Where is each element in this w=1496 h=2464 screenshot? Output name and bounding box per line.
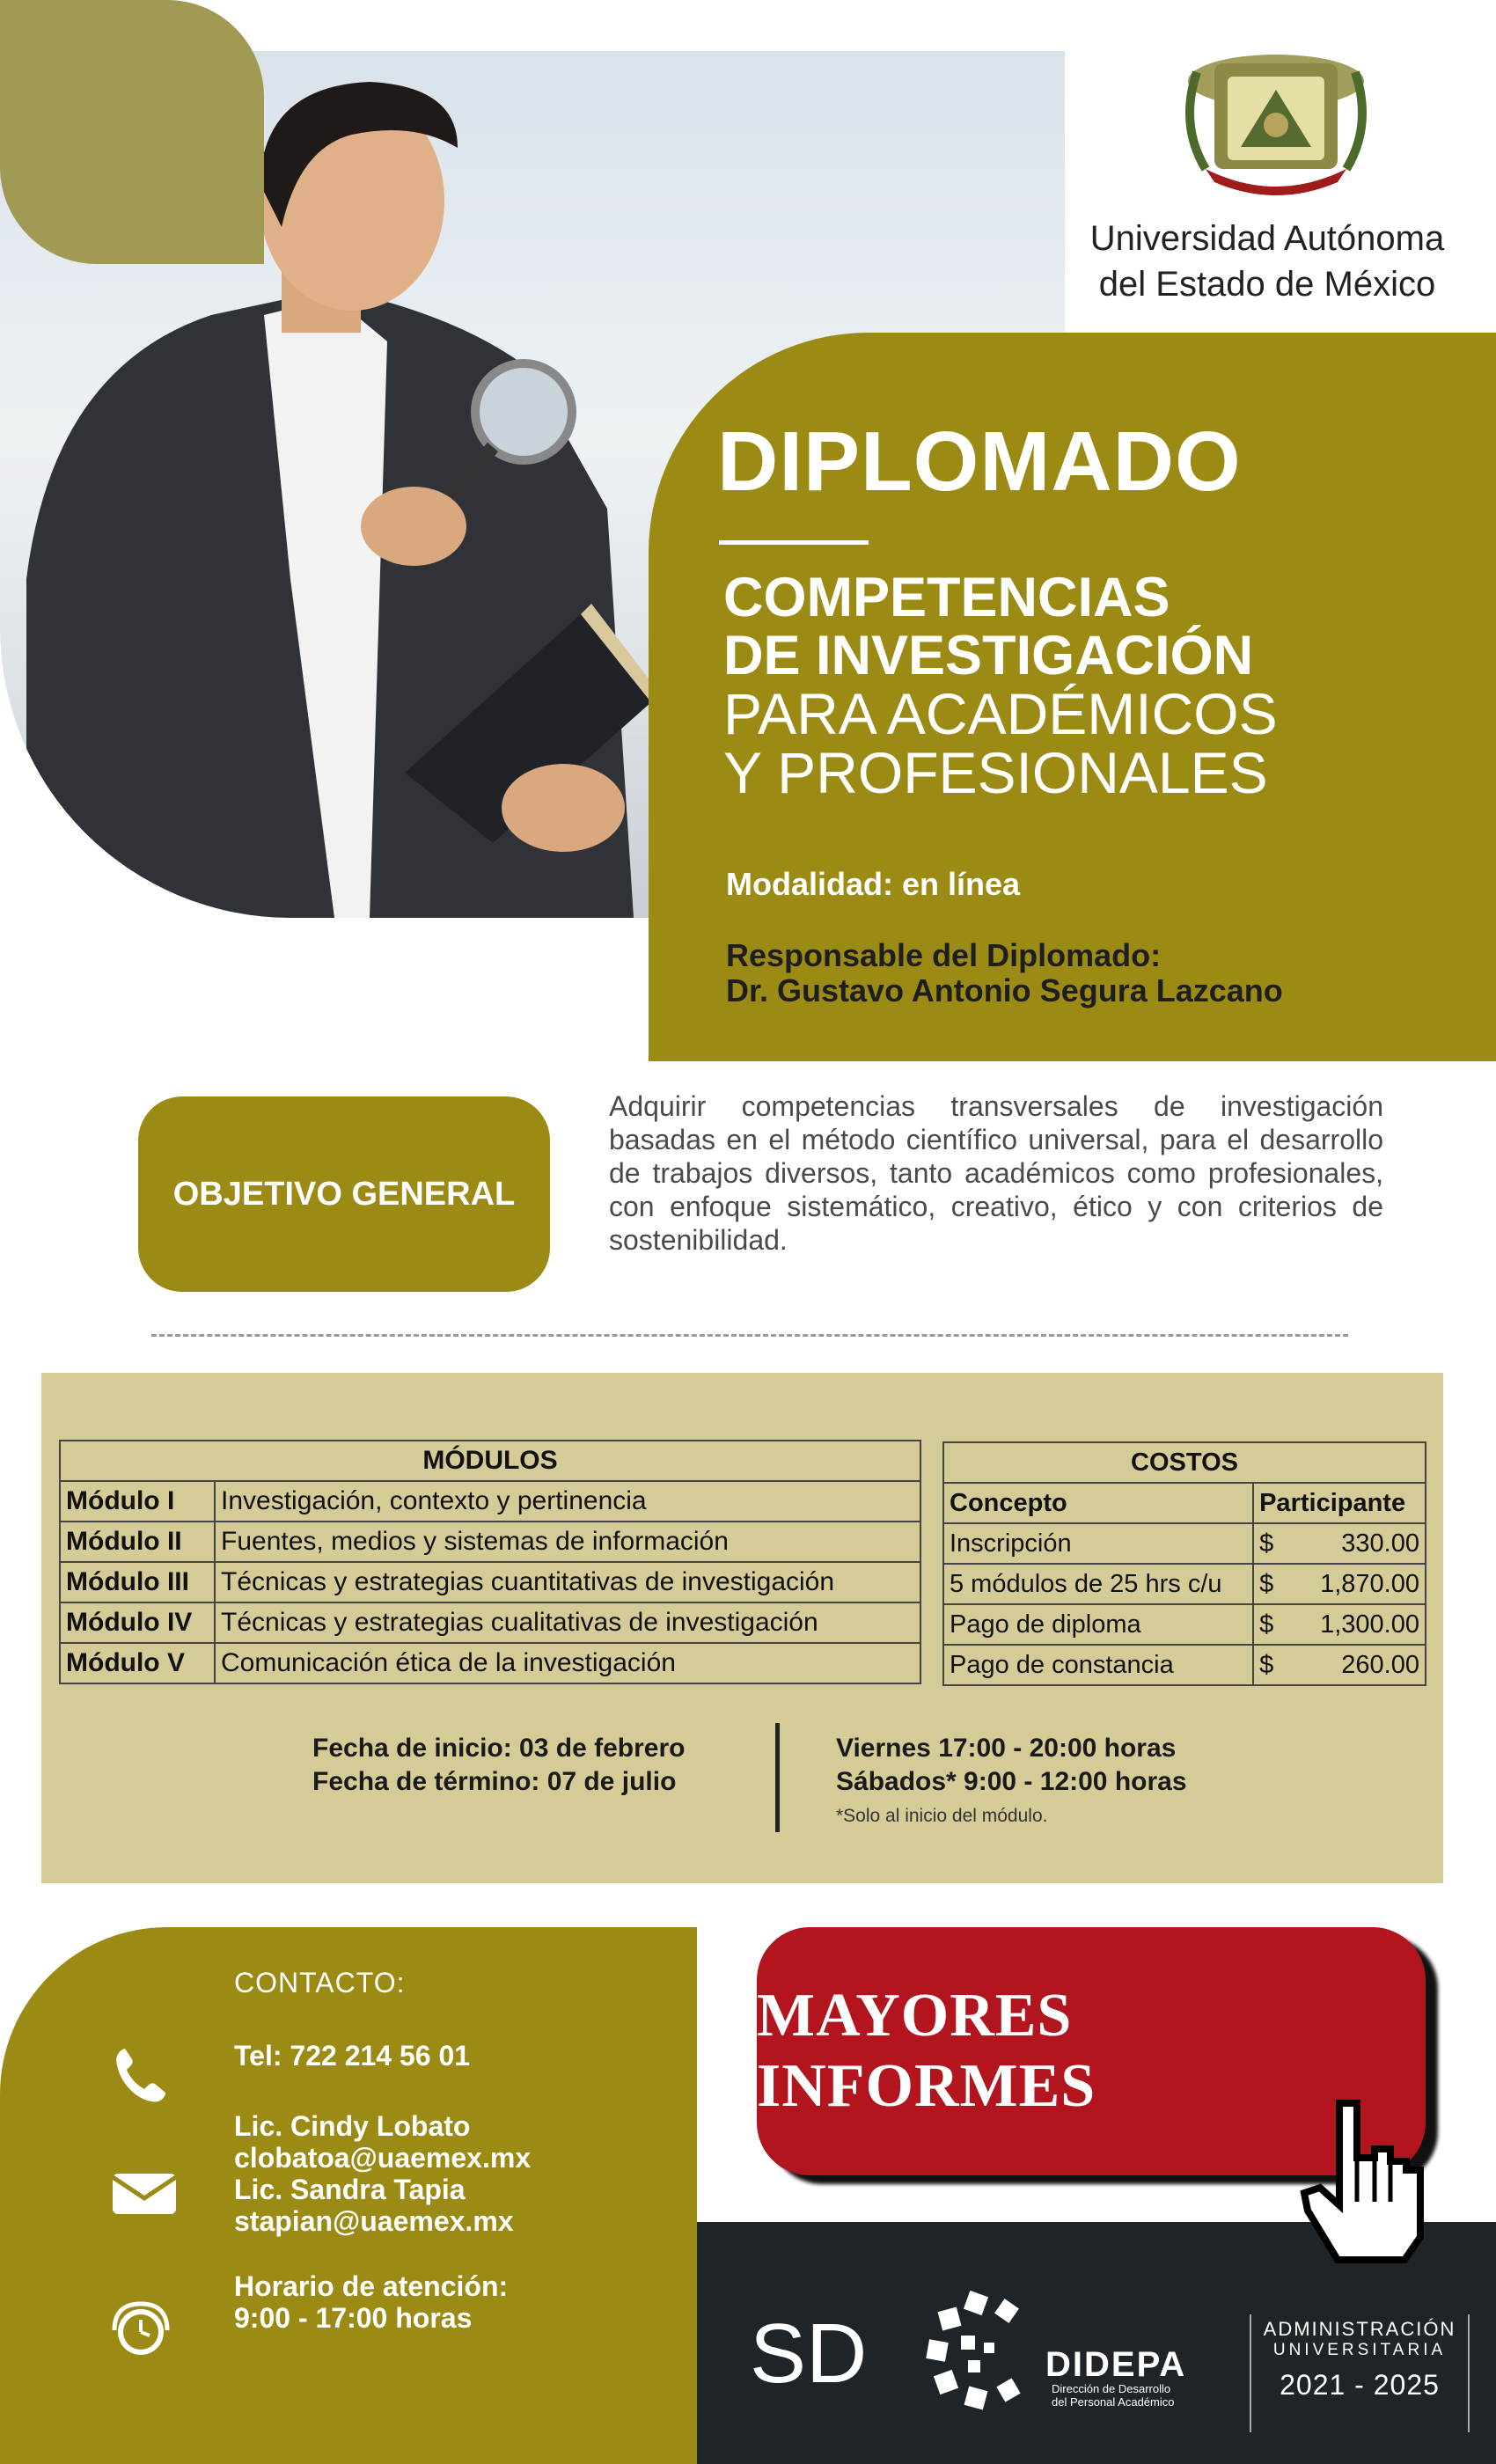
program-title-line2: DE INVESTIGACIÓN: [723, 625, 1254, 686]
module-key: Módulo II: [60, 1522, 215, 1562]
university-name-line1: Universidad Autónoma: [1089, 219, 1445, 258]
administration-line1: ADMINISTRACIÓN: [1263, 2318, 1456, 2340]
didepa-subtitle-line1: Dirección de Desarrollo: [1052, 2382, 1171, 2395]
module-key: Módulo III: [60, 1562, 215, 1602]
cost-amount: [1253, 1564, 1426, 1604]
end-date: Fecha de término: 07 de julio: [312, 1767, 677, 1796]
email-link-1[interactable]: clobatoa@uaemex.mx: [234, 2142, 532, 2174]
program-title-line4: Y PROFESIONALES: [723, 740, 1268, 805]
headset-clock-icon: [106, 2295, 176, 2365]
currency-symbol: $: [1259, 1650, 1274, 1679]
cost-amount: [1253, 1523, 1426, 1564]
cost-concept: Pago de diploma: [943, 1604, 1253, 1645]
module-name: Investigación, contexto y pertinencia: [215, 1481, 920, 1522]
sd-logo: SD: [750, 2306, 868, 2401]
office-hours-label: Horario de atención:: [234, 2270, 509, 2302]
currency-symbol: $: [1259, 1569, 1274, 1598]
table-row: [943, 1604, 1426, 1645]
contact-panel: [0, 1927, 697, 2464]
contact-people: [234, 2110, 531, 2237]
envelope-icon: [109, 2158, 180, 2228]
email-link-2[interactable]: stapian@uaemex.mx: [234, 2205, 514, 2237]
administration-years: 2021 - 2025: [1280, 2369, 1440, 2401]
table-row: [60, 1602, 920, 1643]
module-key: Módulo IV: [60, 1602, 215, 1643]
university-name: [1038, 216, 1496, 307]
modules-table: [59, 1440, 921, 1684]
didepa-subtitle: [1052, 2382, 1174, 2409]
title-divider: [719, 540, 869, 545]
amount-value: 1,300.00: [1320, 1610, 1419, 1639]
cost-concept: 5 módulos de 25 hrs c/u: [943, 1564, 1253, 1604]
more-info-button[interactable]: MAYORES INFORMES: [757, 1927, 1426, 2175]
contact-person-2: Lic. Sandra Tapia: [234, 2174, 466, 2205]
didepa-subtitle-line2: del Personal Académico: [1052, 2395, 1175, 2409]
hours-note: *Solo al inicio del módulo.: [836, 1806, 1048, 1826]
phone-link[interactable]: Tel: 722 214 56 01: [234, 2040, 471, 2072]
amount-value: 330.00: [1341, 1529, 1419, 1558]
table-row: [60, 1562, 920, 1602]
amount-value: 1,870.00: [1320, 1569, 1419, 1598]
office-hours: [234, 2270, 508, 2334]
friday-hours: Viernes 17:00 - 20:00 horas: [836, 1734, 1177, 1763]
column-concept: Concepto: [943, 1483, 1253, 1523]
module-key: Módulo I: [60, 1481, 215, 1522]
modules-costs-section: [41, 1373, 1443, 1883]
university-coat-of-arms-logo: [1179, 37, 1373, 204]
amount-value: 260.00: [1341, 1650, 1419, 1679]
responsible-label: Responsable del Diplomado:: [726, 937, 1162, 973]
administration-line2: UNIVERSITARIA: [1272, 2341, 1447, 2359]
module-key: Módulo V: [60, 1643, 215, 1683]
module-name: Fuentes, medios y sistemas de información: [215, 1522, 920, 1562]
table-row: [943, 1645, 1426, 1685]
start-date: Fecha de inicio: 03 de febrero: [312, 1734, 686, 1763]
table-header-row: [943, 1483, 1426, 1523]
contact-label: CONTACTO:: [234, 1967, 406, 1998]
university-name-line2: del Estado de México: [1098, 265, 1436, 304]
class-hours: [836, 1732, 1187, 1799]
schedule-divider: [775, 1723, 780, 1832]
cost-concept: Inscripción: [943, 1523, 1253, 1564]
saturday-hours: Sábados* 9:00 - 12:00 horas: [836, 1767, 1187, 1796]
currency-symbol: $: [1259, 1610, 1274, 1639]
currency-symbol: $: [1259, 1529, 1274, 1558]
didepa-logo-icon: [922, 2290, 1045, 2413]
costs-header: COSTOS: [943, 1442, 1426, 1483]
section-divider: [151, 1334, 1348, 1337]
program-dates: [312, 1732, 685, 1799]
modules-header: MÓDULOS: [60, 1441, 920, 1481]
program-type: DIPLOMADO: [717, 414, 1242, 509]
table-row: [60, 1643, 920, 1683]
costs-table: [942, 1441, 1426, 1686]
module-name: Técnicas y estrategias cualitativas de investigación: [215, 1602, 920, 1643]
objective-label: OBJETIVO GENERAL: [138, 1096, 550, 1292]
didepa-name: DIDEPA: [1045, 2345, 1187, 2384]
program-title-line3: PARA ACADÉMICOS: [723, 681, 1278, 746]
cost-concept: Pago de constancia: [943, 1645, 1253, 1685]
responsible-info: [726, 938, 1283, 1008]
modality: Modalidad: en línea: [726, 866, 1021, 902]
module-name: Técnicas y estrategias cuantitativas de investigación: [215, 1562, 920, 1602]
contact-person-1: Lic. Cindy Lobato: [234, 2110, 471, 2142]
table-row: [943, 1523, 1426, 1564]
phone-icon: [106, 2040, 176, 2110]
cost-amount: [1253, 1645, 1426, 1685]
program-title-panel: [649, 333, 1496, 1061]
objective-text: Adquirir competencias transversales de investigación basadas en el método científico universal, para el desarrollo de trabajos diversos, tanto académicos como profesionales, con enfoque sistemático, creativo, ético y con criterios de sostenibilidad.: [609, 1090, 1383, 1256]
responsible-name: Dr. Gustavo Antonio Segura Lazcano: [726, 972, 1283, 1008]
decorative-corner: [0, 0, 264, 264]
table-row: [60, 1522, 920, 1562]
office-hours-value: 9:00 - 17:00 horas: [234, 2302, 473, 2334]
program-title-line1: COMPETENCIAS: [723, 567, 1170, 628]
cost-amount: [1253, 1604, 1426, 1645]
administration-badge: [1250, 2314, 1470, 2432]
column-participant: Participante: [1253, 1483, 1426, 1523]
table-row: [943, 1564, 1426, 1604]
hand-cursor-icon: [1285, 2096, 1443, 2272]
program-title: [723, 568, 1278, 803]
module-name: Comunicación ética de la investigación: [215, 1643, 920, 1683]
table-row: [60, 1481, 920, 1522]
